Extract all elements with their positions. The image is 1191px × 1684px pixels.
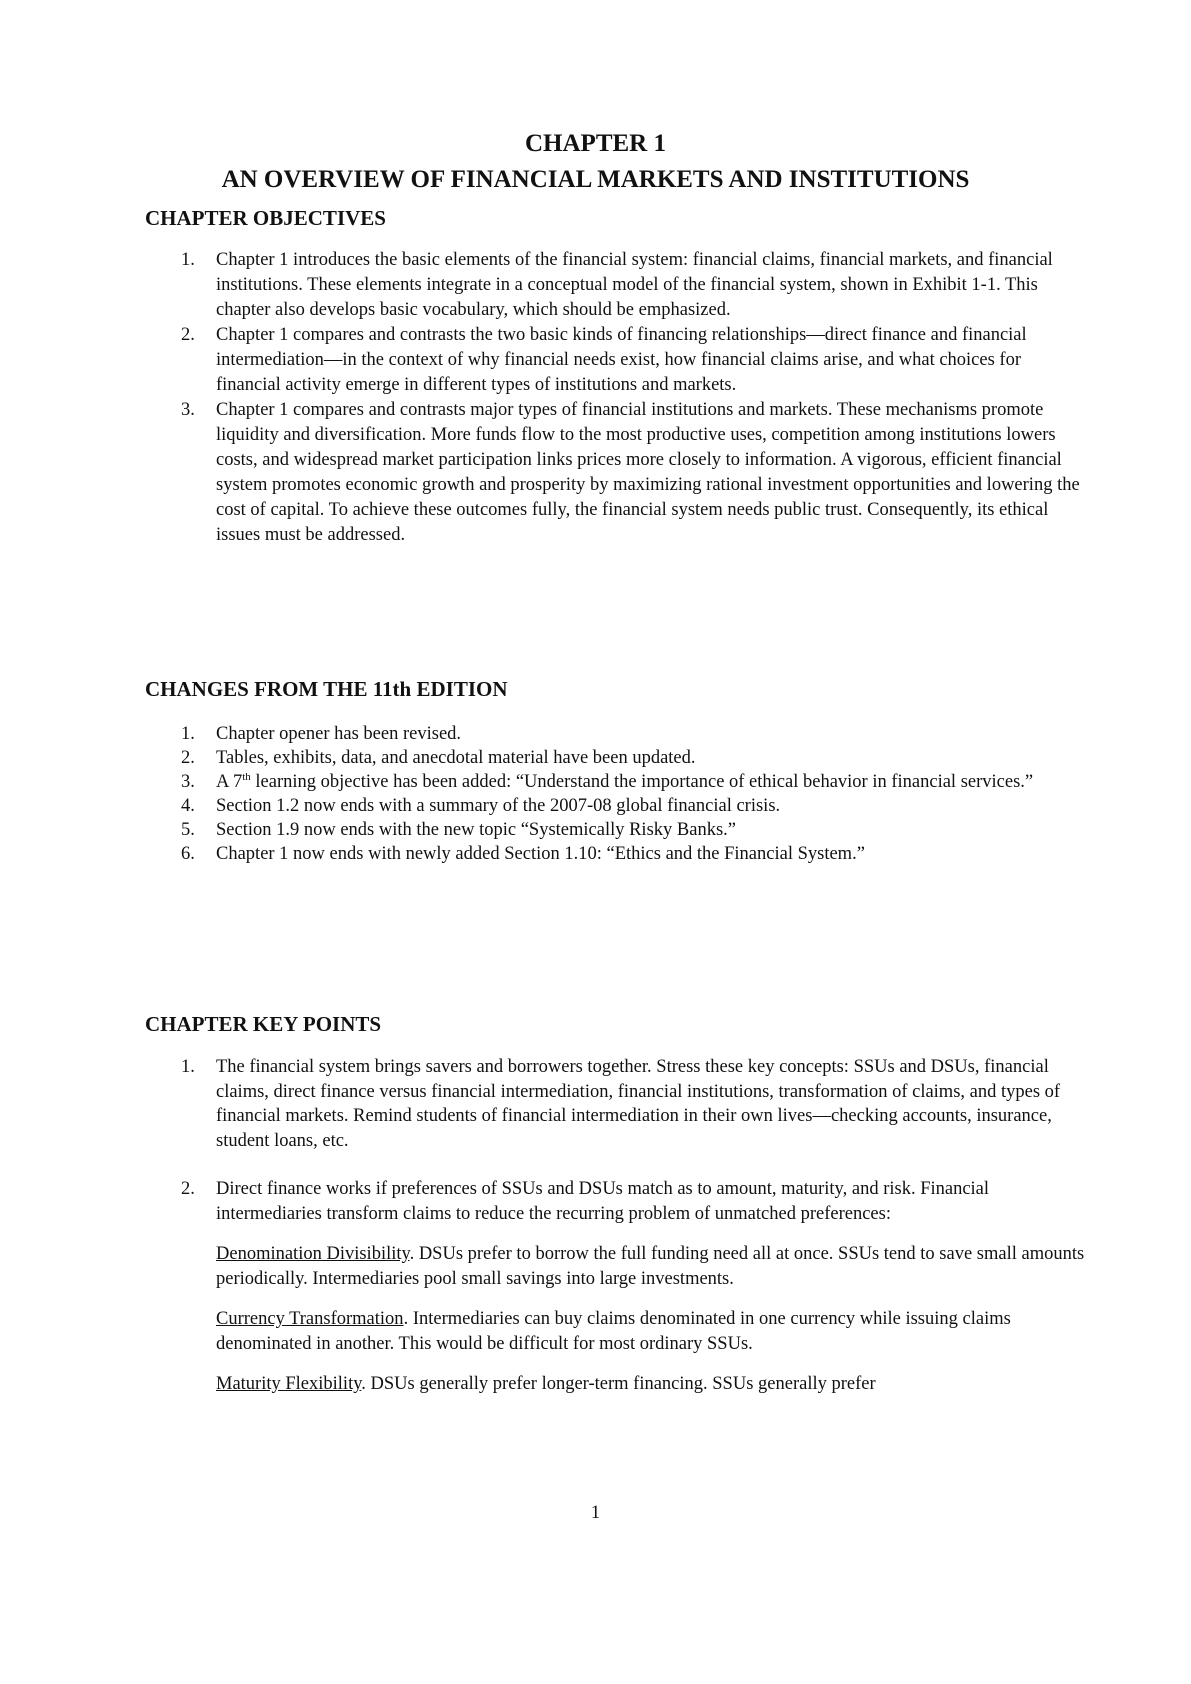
objective-item (145, 398, 1085, 548)
subitem-text: . DSUs prefer to borrow the full funding need all at once. SSUs tend to save small amounts periodically. Intermediaries pool small savings into large investments. (216, 1244, 1085, 1289)
page-number: 1 (590, 1503, 601, 1523)
item-text-pre: A 7 (216, 772, 243, 792)
transformation-paragraph (216, 1307, 1085, 1356)
item-number: 6. (181, 844, 195, 864)
keypoint-item (145, 1177, 1085, 1397)
change-item (145, 770, 1085, 794)
item-number: 4. (181, 796, 195, 816)
changes-list (145, 722, 1085, 866)
item-text: Chapter 1 compares and contrasts major types of financial institutions and markets. These mechanisms promote liquidity and diversification. More funds flow to the most productive uses, competition among institutions lowers costs, and widespread market participation links prices more closely to information. A vigorous, efficient financial system promotes economic growth and prosperity by maximizing rational investment opportunities and lowering the cost of capital. To achieve these outcomes fully, the financial system needs public trust. Consequently, its ethical issues must be addressed. (216, 400, 1080, 545)
objectives-heading: CHAPTER OBJECTIVES (145, 206, 386, 230)
item-number: 1. (181, 250, 195, 270)
item-number: 2. (181, 325, 195, 345)
subitem-label: Maturity Flexibility (216, 1374, 362, 1394)
change-item (145, 842, 1085, 866)
item-number: 2. (181, 1179, 195, 1199)
item-text: Tables, exhibits, data, and anecdotal material have been updated. (216, 748, 696, 768)
transformation-paragraph (216, 1372, 1085, 1397)
item-number: 5. (181, 820, 195, 840)
item-text: Chapter opener has been revised. (216, 724, 462, 744)
item-number: 1. (181, 724, 195, 744)
objectives-list (145, 248, 1085, 548)
keypoints-list (145, 1055, 1085, 1397)
objective-item (145, 248, 1085, 323)
item-text: Chapter 1 introduces the basic elements of the financial system: financial claims, financial markets, and financial institutions. These elements integrate in a conceptual model of the financial system, shown in Exhibit 1-1. This chapter also develops basic vocabulary, which should be emphasized. (216, 250, 1053, 320)
item-number: 3. (181, 400, 195, 420)
keypoints-heading: CHAPTER KEY POINTS (145, 1012, 382, 1036)
item-text: Chapter 1 now ends with newly added Section 1.10: “Ethics and the Financial System.” (216, 844, 865, 864)
transformation-paragraph (216, 1242, 1085, 1291)
subitem-label: Denomination Divisibility (216, 1244, 410, 1264)
ordinal-superscript: th (242, 770, 251, 783)
change-item (145, 818, 1085, 842)
keypoint-item (145, 1055, 1085, 1153)
chapter-title: AN OVERVIEW OF FINANCIAL MARKETS AND INSTITUTIONS (221, 166, 970, 193)
item-text: The financial system brings savers and borrowers together. Stress these key concepts: SSUs and DSUs, financial claims, direct finance versus financial intermediation, financial institutions, transformation of claims, and types of financial markets. Remind students of financial intermediation in their own lives—checking accounts, insurance, student loans, etc. (216, 1057, 1061, 1151)
chapter-number: CHAPTER 1 (525, 130, 666, 157)
item-text-post: learning objective has been added: “Understand the importance of ethical behavior in financial services.” (250, 772, 1034, 792)
subitem-label: Currency Transformation (216, 1309, 404, 1329)
item-number: 3. (181, 772, 195, 792)
item-text: Section 1.2 now ends with a summary of the 2007-08 global financial crisis. (216, 796, 781, 816)
item-number: 1. (181, 1057, 195, 1077)
item-text: Section 1.9 now ends with the new topic “Systemically Risky Banks.” (216, 820, 736, 840)
subitem-text: . Intermediaries can buy claims denominated in one currency while issuing claims denominated in another. This would be difficult for most ordinary SSUs. (216, 1309, 1011, 1354)
subitem-text: . DSUs generally prefer longer-term financing. SSUs generally prefer (361, 1374, 876, 1394)
item-text: Chapter 1 compares and contrasts the two basic kinds of financing relationships—direct finance and financial intermediation—in the context of why financial needs exist, how financial claims arise, and what choices for financial activity emerge in different types of institutions and markets. (216, 325, 1027, 395)
item-text: Direct finance works if preferences of SSUs and DSUs match as to amount, maturity, and risk. Financial intermediaries transform claims to reduce the recurring problem of unmatched preferences: (216, 1179, 990, 1224)
change-item (145, 746, 1085, 770)
objective-item (145, 323, 1085, 398)
changes-heading: CHANGES FROM THE 11th EDITION (145, 677, 508, 701)
change-item (145, 794, 1085, 818)
change-item (145, 722, 1085, 746)
item-number: 2. (181, 748, 195, 768)
